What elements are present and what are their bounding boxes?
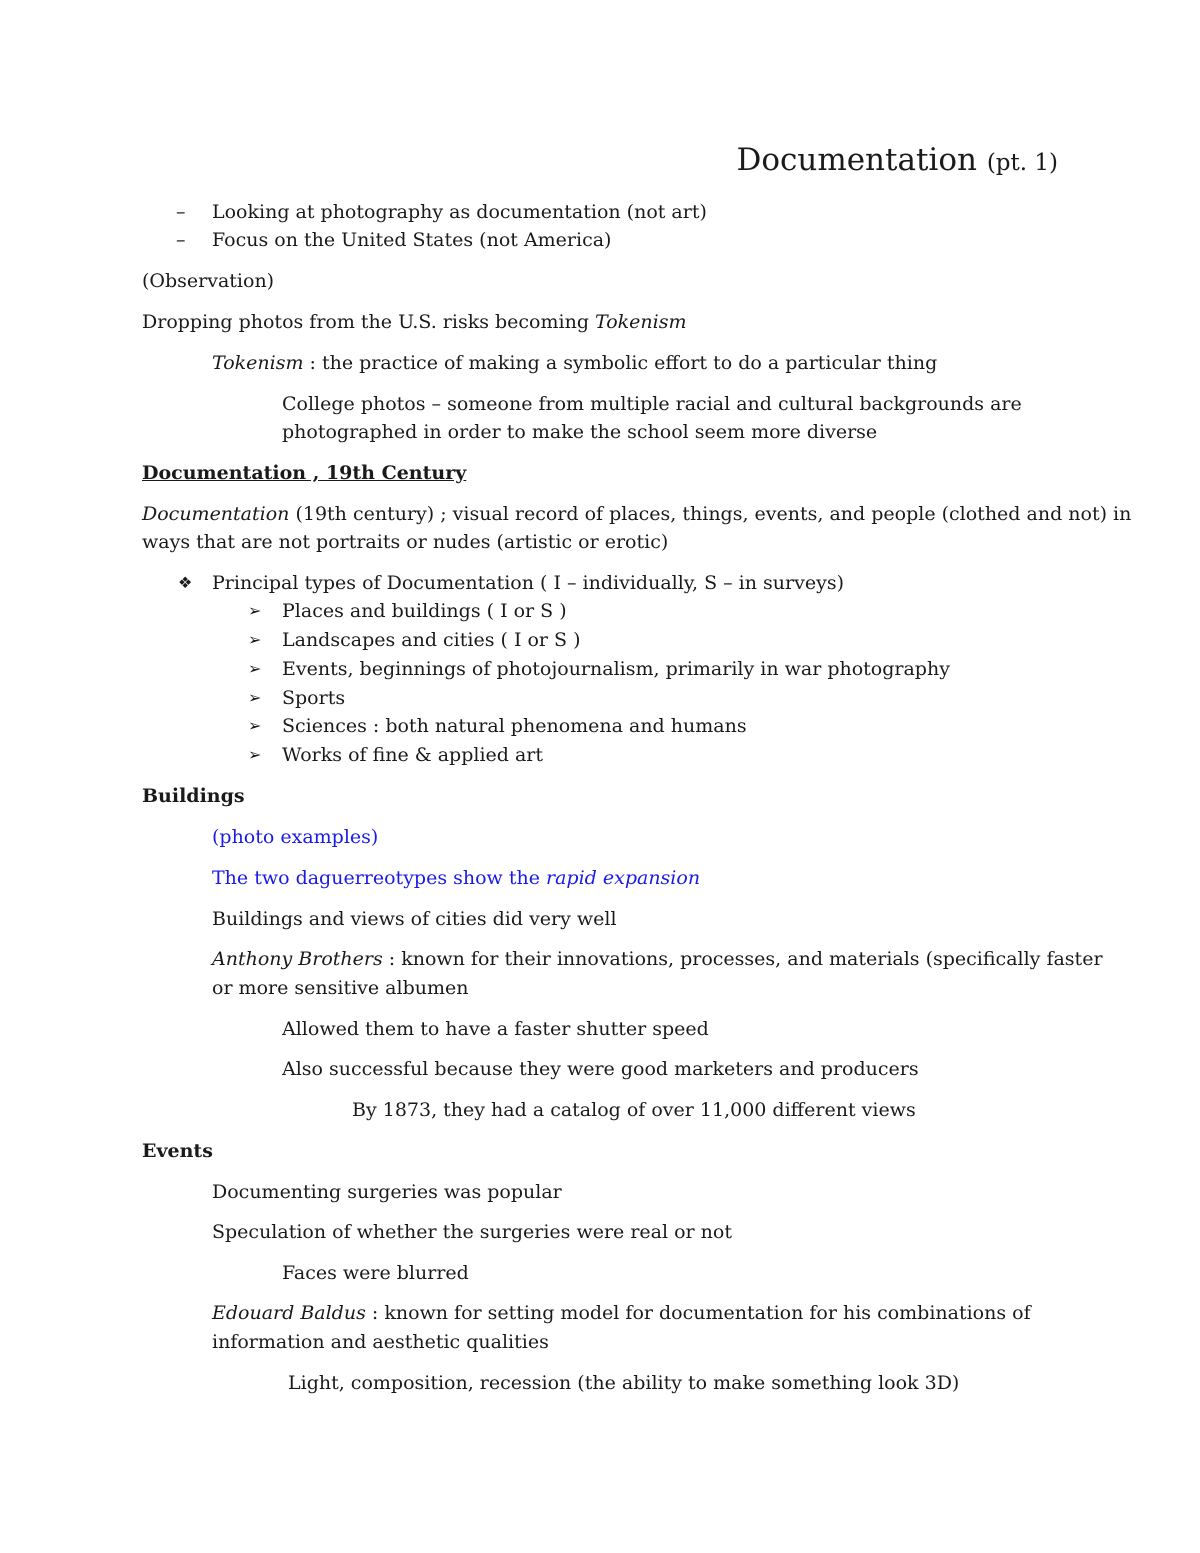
- baldus-line-1: Edouard Baldus : known for setting model for documentation for his combinations of: [212, 1302, 1031, 1324]
- arrow-bullet-icon: ➢: [248, 745, 262, 764]
- dash-marker: –: [176, 229, 186, 251]
- anthony-brothers-line-2: or more sensitive albumen: [212, 977, 469, 999]
- section-heading-events: Events: [142, 1140, 213, 1162]
- title-sub: (pt. 1): [986, 150, 1058, 176]
- page-title: [736, 140, 1058, 183]
- dash-item: Looking at photography as documentation (not art): [212, 201, 707, 223]
- list-item: Sports: [282, 687, 346, 709]
- section-heading-19th-century: Documentation , 19th Century: [142, 462, 467, 484]
- photo-examples-note: (photo examples): [212, 826, 379, 848]
- surgeries-popular: Documenting surgeries was popular: [212, 1181, 562, 1203]
- marketers-producers: Also successful because they were good marketers and producers: [282, 1058, 919, 1080]
- arrow-bullet-icon: ➢: [248, 630, 262, 649]
- observation-label: (Observation): [142, 270, 275, 292]
- baldus-line-2: information and aesthetic qualities: [212, 1331, 549, 1353]
- surgeries-speculation: Speculation of whether the surgeries were real or not: [212, 1221, 732, 1243]
- documentation-definition-line-2: ways that are not portraits or nudes (artistic or erotic): [142, 531, 669, 553]
- arrow-bullet-icon: ➢: [248, 688, 262, 707]
- faces-blurred: Faces were blurred: [282, 1262, 469, 1284]
- tokenism-definition: Tokenism : the practice of making a symbolic effort to do a particular thing: [212, 352, 938, 374]
- list-item: Places and buildings ( I or S ): [282, 600, 567, 622]
- documentation-definition-line-1: Documentation (19th century) ; visual record of places, things, events, and people (clothed and not) in: [142, 503, 1132, 525]
- college-line-1: College photos – someone from multiple racial and cultural backgrounds are: [282, 393, 1022, 415]
- arrow-bullet-icon: ➢: [248, 716, 262, 735]
- catalog-1873: By 1873, they had a catalog of over 11,000 different views: [352, 1099, 916, 1121]
- shutter-speed: Allowed them to have a faster shutter speed: [282, 1018, 709, 1040]
- arrow-bullet-icon: ➢: [248, 659, 262, 678]
- dash-marker: –: [176, 201, 186, 223]
- list-item: Sciences : both natural phenomena and humans: [282, 715, 747, 737]
- dash-item: Focus on the United States (not America): [212, 229, 612, 251]
- college-line-2: photographed in order to make the school seem more diverse: [282, 421, 878, 443]
- buildings-views: Buildings and views of cities did very well: [212, 908, 617, 930]
- list-item: Events, beginnings of photojournalism, primarily in war photography: [282, 658, 950, 680]
- title-main: Documentation: [736, 142, 977, 178]
- anthony-brothers-line-1: Anthony Brothers : known for their innovations, processes, and materials (specifically faster: [212, 948, 1103, 970]
- list-item: Works of fine & applied art: [282, 744, 544, 766]
- list-item: Landscapes and cities ( I or S ): [282, 629, 581, 651]
- section-heading-buildings: Buildings: [142, 785, 245, 807]
- arrow-bullet-icon: ➢: [248, 601, 262, 620]
- light-composition: Light, composition, recession (the ability to make something look 3D): [288, 1372, 960, 1394]
- principal-types: Principal types of Documentation ( I – individually, S – in surveys): [212, 572, 844, 594]
- daguerreotypes-note: The two daguerreotypes show the rapid expansion: [212, 867, 701, 889]
- tokenism-line: Dropping photos from the U.S. risks becoming Tokenism: [142, 311, 687, 333]
- diamond-bullet-icon: ❖: [178, 573, 193, 592]
